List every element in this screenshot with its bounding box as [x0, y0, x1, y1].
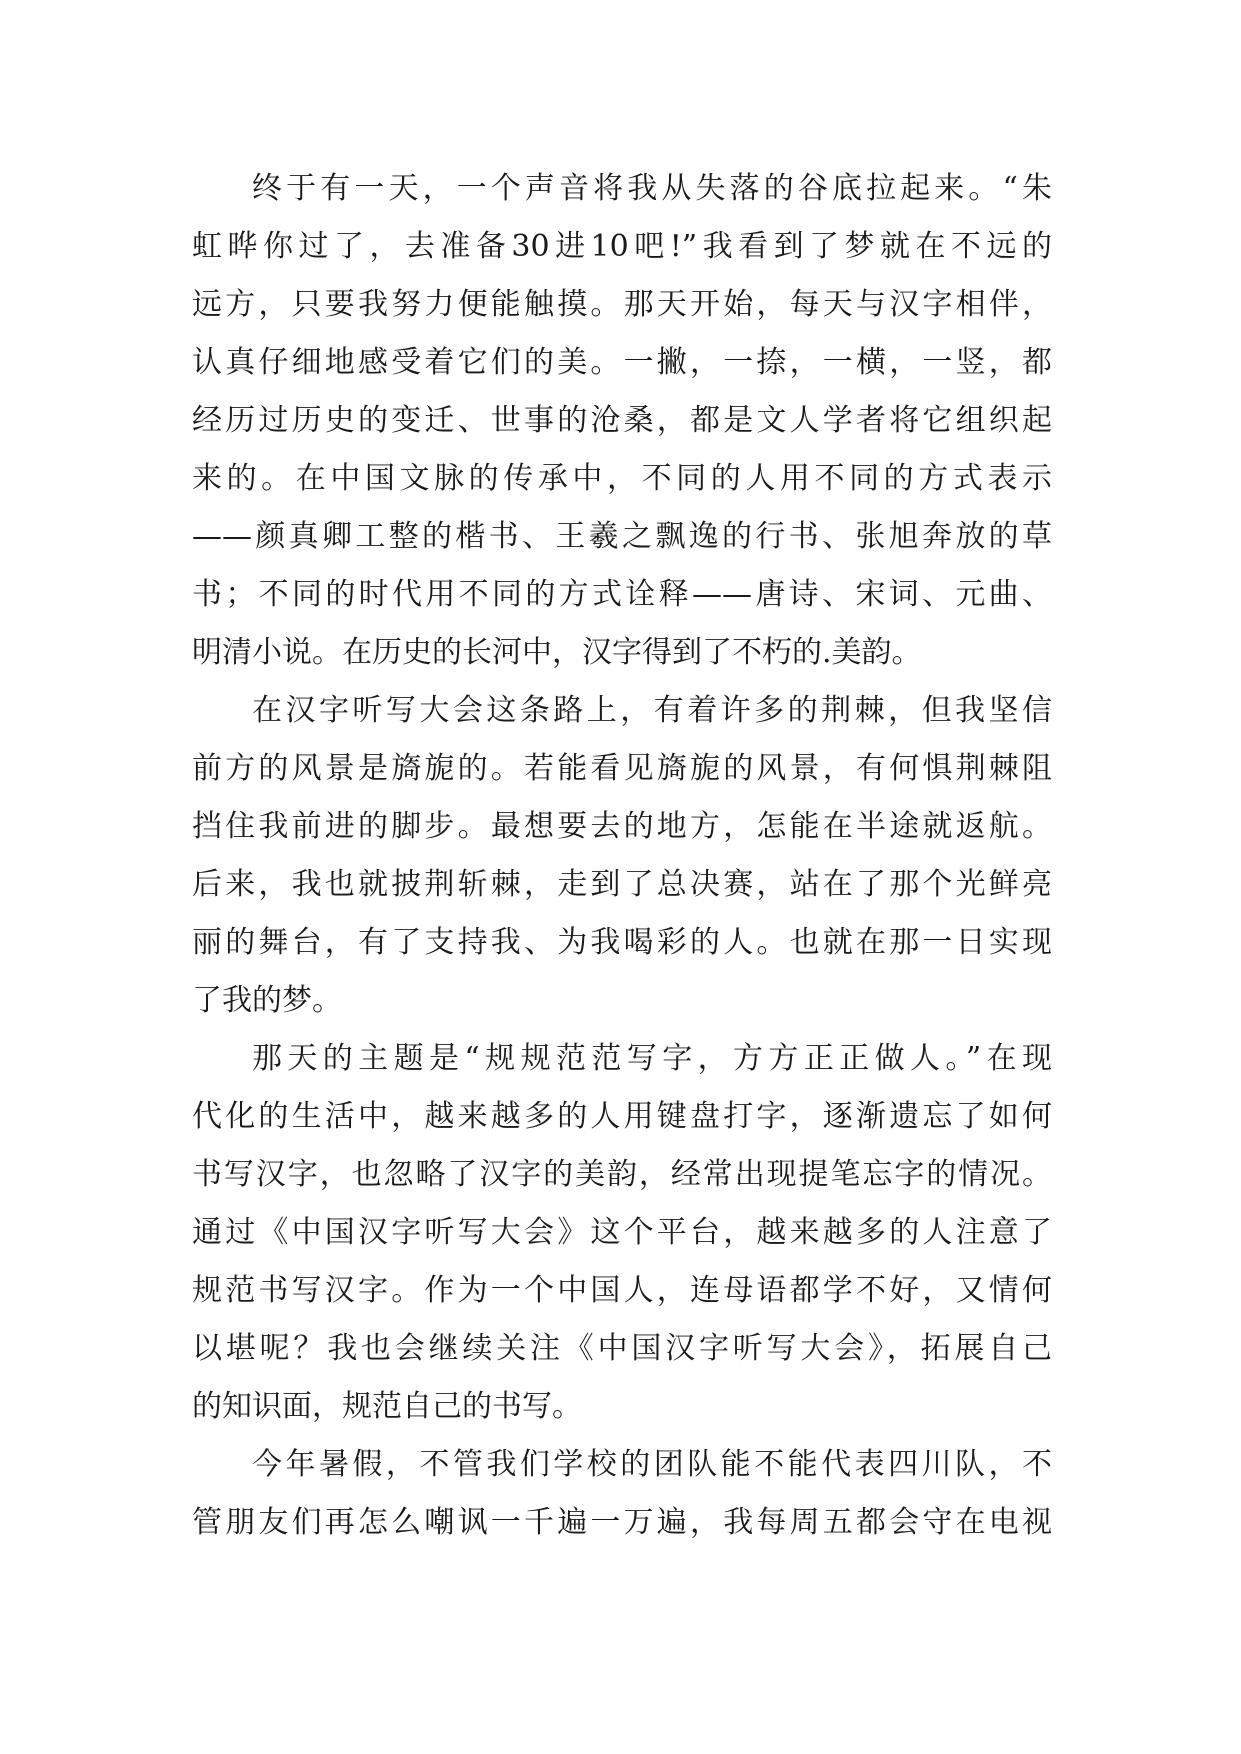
paragraph-3-line-7: 的知识面，规范自己的书写。 — [192, 1389, 582, 1424]
paragraph-3-line-1: 那天的主题是“规规范范写字，方方正正做人。”在现 — [252, 1041, 1052, 1076]
paragraph-2-line-2: 前方的风景是旖旎的。若能看见旖旎的风景，有何惧荆棘阻 — [192, 751, 1052, 786]
paragraph-2-line-4: 后来，我也就披荆斩棘，走到了总决赛，站在了那个光鲜亮 — [192, 867, 1052, 902]
paragraph-1-line-6: 来的。在中国文脉的传承中，不同的人用不同的方式表示 — [192, 461, 1052, 496]
paragraph-3-line-3: 书写汉字，也忽略了汉字的美韵，经常出现提笔忘字的情况。 — [192, 1157, 1052, 1192]
paragraph-1-line-1: 终于有一天，一个声音将我从失落的谷底拉起来。“朱 — [252, 171, 1052, 206]
paragraph-4-line-2: 管朋友们再怎么嘲讽一千遍一万遍，我每周五都会守在电视 — [192, 1505, 1052, 1540]
paragraph-3-line-2: 代化的生活中，越来越多的人用键盘打字，逐渐遗忘了如何 — [192, 1099, 1052, 1134]
paragraph-1-line-2: 虹晔你过了，去准备30进10吧!”我看到了梦就在不远的 — [192, 229, 1052, 264]
paragraph-1-line-4: 认真仔细地感受着它们的美。一撇，一捺，一横，一竖，都 — [192, 345, 1052, 380]
paragraph-1-line-5: 经历过历史的变迁、世事的沧桑，都是文人学者将它组织起 — [192, 403, 1052, 438]
paragraph-1-line-8: 书；不同的时代用不同的方式诠释——唐诗、宋词、元曲、 — [192, 577, 1052, 612]
paragraph-4-line-1: 今年暑假，不管我们学校的团队能不能代表四川队，不 — [252, 1447, 1052, 1482]
paragraph-1-line-3: 远方，只要我努力便能触摸。那天开始，每天与汉字相伴， — [192, 287, 1052, 322]
article-body — [192, 160, 1052, 1552]
paragraph-1-line-7: ——颜真卿工整的楷书、王羲之飘逸的行书、张旭奔放的草 — [192, 519, 1052, 554]
paragraph-3-line-5: 规范书写汉字。作为一个中国人，连母语都学不好，又情何 — [192, 1273, 1052, 1308]
paragraph-3-line-4: 通过《中国汉字听写大会》这个平台，越来越多的人注意了 — [192, 1215, 1052, 1250]
paragraph-3-line-6: 以堪呢？我也会继续关注《中国汉字听写大会》，拓展自己 — [192, 1331, 1052, 1366]
paragraph-1-line-9: 明清小说。在历史的长河中，汉字得到了不朽的.美韵。 — [192, 635, 922, 670]
paragraph-2-line-6: 了我的梦。 — [192, 983, 342, 1018]
paragraph-2-line-1: 在汉字听写大会这条路上，有着许多的荆棘，但我坚信 — [252, 693, 1052, 728]
paragraph-2-line-5: 丽的舞台，有了支持我、为我喝彩的人。也就在那一日实现 — [192, 925, 1052, 960]
paragraph-2-line-3: 挡住我前进的脚步。最想要去的地方，怎能在半途就返航。 — [192, 809, 1052, 844]
